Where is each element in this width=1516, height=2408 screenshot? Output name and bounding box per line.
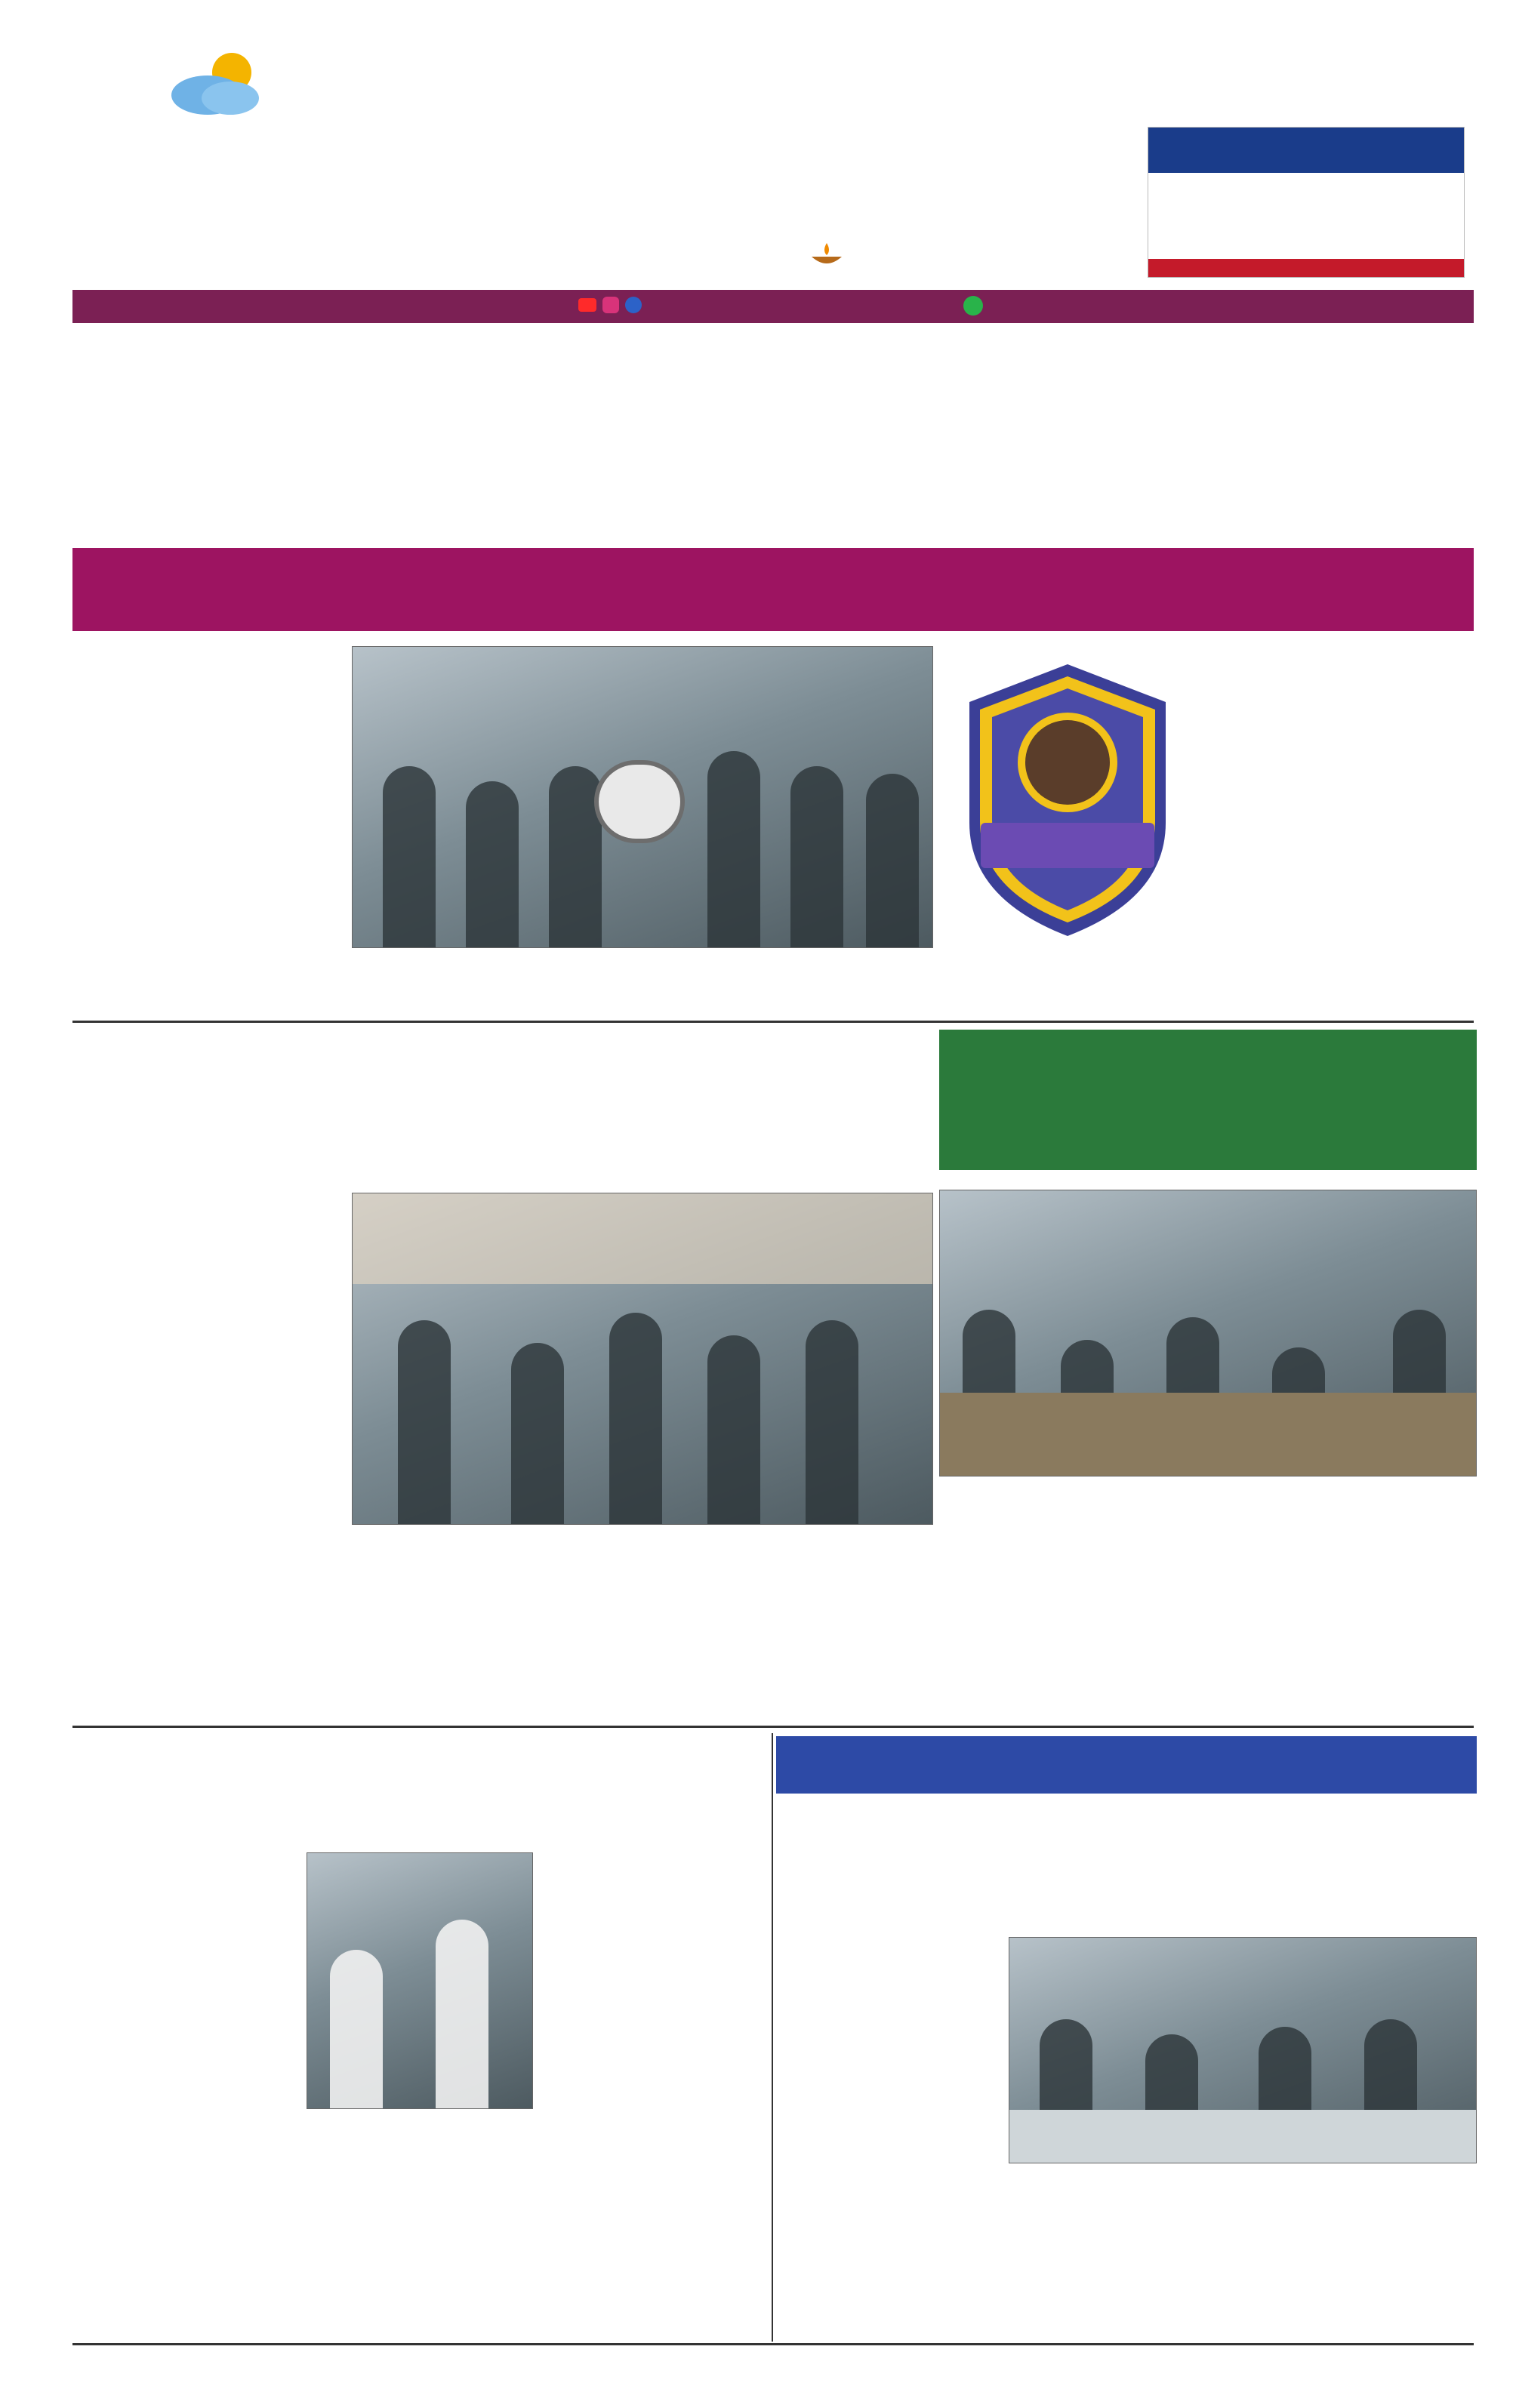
story1-photo (352, 646, 933, 948)
story5-photo (1009, 1937, 1477, 2163)
story2-col1 (72, 1227, 344, 1720)
story1-col4 (939, 954, 1196, 1015)
club-logo-icon (939, 649, 1196, 951)
lamp-icon (808, 240, 846, 270)
story2-headline (72, 1028, 926, 1179)
story5-col3 (1243, 2169, 1477, 2337)
story3-photo (939, 1190, 1477, 1477)
instagram-icon[interactable] (602, 297, 619, 313)
divider (72, 1021, 1474, 1023)
story1-col1 (72, 682, 344, 1015)
divider (72, 2343, 1474, 2345)
story4-photo (307, 1852, 533, 2109)
story5-col2 (1009, 2169, 1235, 2337)
story4-col3 (541, 1852, 767, 2337)
story5-col1 (776, 1978, 1003, 2337)
story4-col1 (72, 1875, 299, 2337)
story2-col2 (352, 1532, 639, 1720)
contact-bar (72, 290, 1474, 323)
story1-col2 (352, 954, 639, 1015)
story1-strap (72, 548, 1474, 631)
story3-col2 (1211, 1481, 1477, 1720)
ad-contact (1148, 259, 1464, 277)
masthead (0, 0, 1516, 287)
story2-photo (352, 1193, 933, 1525)
divider (72, 1726, 1474, 1728)
story5-headline (776, 1800, 1477, 1928)
ad-body (1148, 176, 1464, 224)
facebook-icon[interactable] (625, 297, 642, 313)
weather-cloud-icon (162, 45, 268, 121)
story3-col1 (939, 1519, 1203, 1720)
story1-col5 (1203, 643, 1477, 1015)
story1-logo-panel (939, 649, 1196, 951)
story4-headline (72, 1736, 767, 1849)
story4-col2 (307, 2115, 533, 2337)
divider (772, 1733, 773, 2342)
whatsapp-icon[interactable] (963, 296, 983, 316)
story1-headline (68, 334, 1450, 545)
story3-headline (939, 1030, 1477, 1170)
story2-col3 (646, 1532, 933, 1720)
story5-strap (776, 1736, 1477, 1794)
youtube-icon[interactable] (578, 298, 596, 312)
paper-name (528, 106, 1117, 234)
story1-col3 (646, 954, 933, 1015)
recruitment-ad (1148, 127, 1465, 278)
